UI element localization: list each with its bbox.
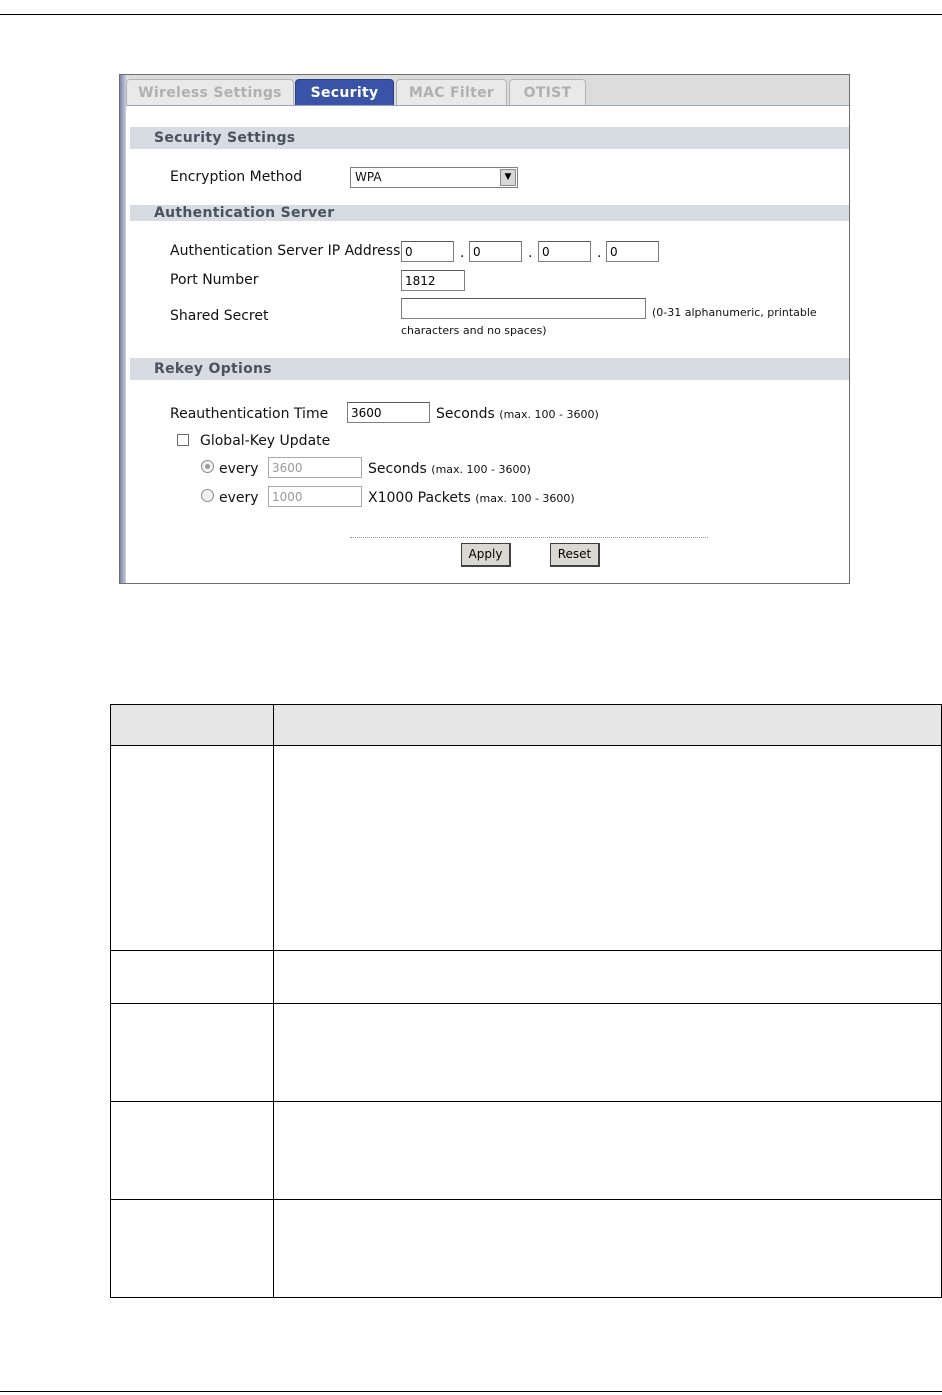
chevron-down-icon[interactable]: ▼ bbox=[500, 169, 516, 186]
port-number-input[interactable] bbox=[401, 270, 465, 291]
table-cell bbox=[274, 1102, 942, 1200]
table-row bbox=[111, 1102, 942, 1200]
encryption-method-value: WPA bbox=[355, 170, 382, 184]
every-packets-unit-text: X1000 Packets bbox=[368, 490, 471, 506]
ip-octet-1-input[interactable] bbox=[401, 241, 454, 262]
button-divider bbox=[350, 537, 708, 538]
every-packets-range-text: (max. 100 - 3600) bbox=[475, 492, 575, 505]
global-key-update-checkbox[interactable] bbox=[177, 434, 189, 446]
shared-secret-hint: (0-31 alphanumeric, printable bbox=[652, 306, 817, 319]
every-packets-unit bbox=[368, 490, 575, 506]
reauth-unit-text: Seconds bbox=[436, 406, 495, 422]
tab-bar bbox=[126, 75, 849, 106]
encryption-method-select[interactable] bbox=[350, 167, 518, 188]
encryption-method-label: Encryption Method bbox=[170, 169, 303, 185]
shared-secret-hint-continued: characters and no spaces) bbox=[401, 324, 547, 337]
tab-wireless-settings[interactable]: Wireless Settings bbox=[126, 79, 294, 105]
ip-octet-2-input[interactable] bbox=[469, 241, 522, 262]
every-packets-label: every bbox=[219, 490, 259, 506]
every-packets-input[interactable] bbox=[268, 486, 362, 507]
auth-server-ip-label: Authentication Server IP Address bbox=[170, 243, 401, 259]
reauthentication-time-input[interactable] bbox=[347, 402, 430, 423]
ip-octet-3-input[interactable] bbox=[538, 241, 591, 262]
apply-button[interactable]: Apply bbox=[461, 543, 511, 567]
every-seconds-unit bbox=[368, 461, 531, 477]
table-cell bbox=[111, 746, 274, 951]
ip-separator: . bbox=[528, 245, 533, 261]
table-cell bbox=[274, 951, 942, 1004]
ip-separator: . bbox=[597, 245, 602, 261]
table-cell bbox=[111, 1102, 274, 1200]
authentication-server-heading: Authentication Server bbox=[130, 205, 849, 221]
table-cell bbox=[111, 1004, 274, 1102]
reset-button[interactable]: Reset bbox=[550, 543, 600, 567]
ip-separator: . bbox=[460, 245, 465, 261]
rekey-options-heading: Rekey Options bbox=[130, 358, 849, 380]
page-top-rule bbox=[0, 14, 942, 15]
table-row bbox=[111, 746, 942, 951]
every-seconds-input[interactable] bbox=[268, 457, 362, 478]
table-cell bbox=[111, 1200, 274, 1298]
table-row bbox=[111, 951, 942, 1004]
reauthentication-time-label: Reauthentication Time bbox=[170, 406, 329, 422]
table-header-cell bbox=[111, 705, 274, 746]
panel-left-edge bbox=[120, 75, 126, 583]
reauth-range-text: (max. 100 - 3600) bbox=[499, 408, 599, 421]
every-seconds-range-text: (max. 100 - 3600) bbox=[431, 463, 531, 476]
table-header-cell bbox=[274, 705, 942, 746]
security-settings-heading: Security Settings bbox=[130, 127, 849, 149]
tab-security[interactable]: Security bbox=[295, 79, 394, 105]
every-seconds-unit-text: Seconds bbox=[368, 461, 427, 477]
port-number-label: Port Number bbox=[170, 272, 259, 288]
every-packets-radio[interactable] bbox=[201, 489, 214, 502]
ip-octet-4-input[interactable] bbox=[606, 241, 659, 262]
every-seconds-radio[interactable] bbox=[201, 460, 214, 473]
table-cell bbox=[274, 746, 942, 951]
every-seconds-label: every bbox=[219, 461, 259, 477]
table-row bbox=[111, 1004, 942, 1102]
shared-secret-label: Shared Secret bbox=[170, 308, 269, 324]
reauthentication-unit bbox=[436, 406, 599, 422]
page-bottom-rule bbox=[0, 1391, 942, 1392]
table-cell bbox=[111, 951, 274, 1004]
tab-mac-filter[interactable]: MAC Filter bbox=[396, 79, 507, 105]
table-row bbox=[111, 1200, 942, 1298]
description-table bbox=[110, 704, 942, 1298]
tab-otist[interactable]: OTIST bbox=[509, 79, 586, 105]
table-header-row bbox=[111, 705, 942, 746]
global-key-update-label: Global-Key Update bbox=[200, 433, 331, 449]
table-cell bbox=[274, 1004, 942, 1102]
shared-secret-input[interactable] bbox=[401, 298, 646, 319]
security-config-panel bbox=[119, 74, 850, 584]
table-cell bbox=[274, 1200, 942, 1298]
